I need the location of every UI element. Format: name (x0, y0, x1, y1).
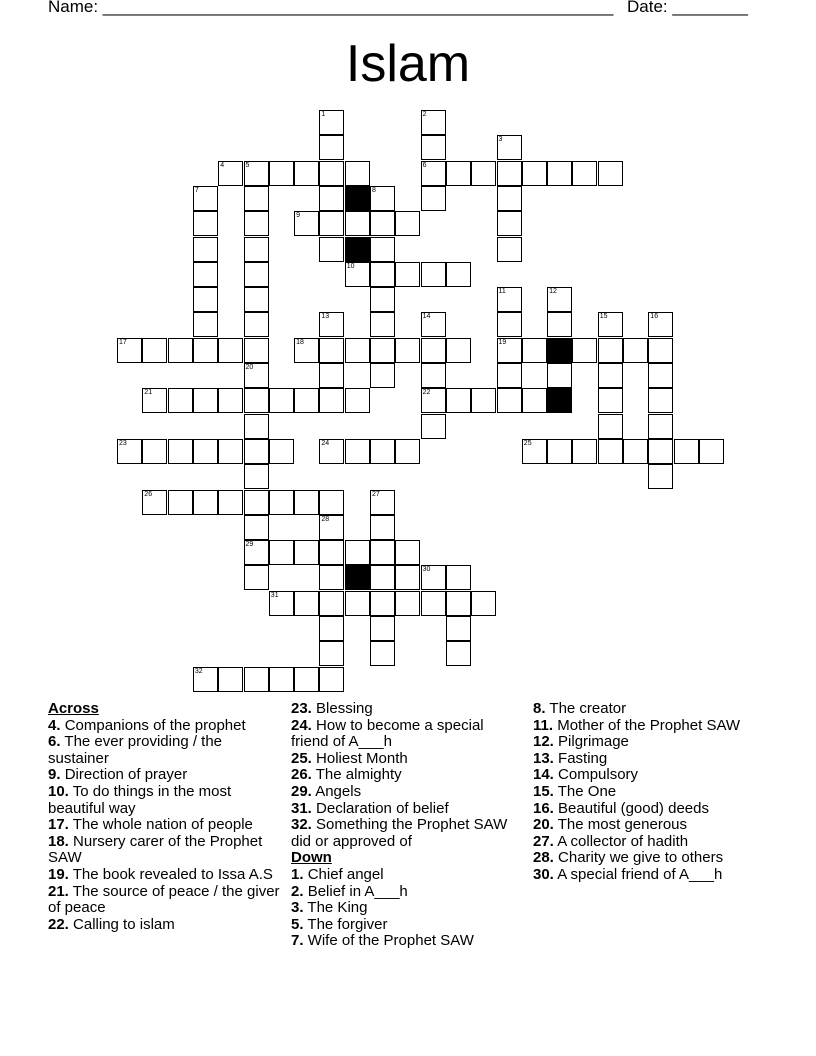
clue-across: 24. How to become a special friend of A___h (291, 716, 484, 751)
grid-cell[interactable] (244, 388, 269, 413)
clue-across: 18. Nursery carer of the Prophet SAW (48, 832, 263, 867)
clue-across: 17. The whole nation of people (48, 816, 253, 834)
grid-cell[interactable] (193, 186, 218, 211)
clue-number: 32 (194, 667, 203, 675)
grid-cell[interactable] (319, 312, 344, 337)
grid-cell[interactable] (244, 490, 269, 515)
grid-cell[interactable] (421, 363, 446, 388)
grid-cell[interactable] (497, 211, 522, 236)
grid-cell[interactable] (547, 312, 572, 337)
grid-cell[interactable] (370, 186, 395, 211)
grid-cell[interactable] (142, 338, 167, 363)
clue-number: 16 (650, 313, 659, 321)
grid-cell[interactable] (319, 591, 344, 616)
grid-cell[interactable] (497, 287, 522, 312)
grid-cell[interactable] (497, 388, 522, 413)
clue-number: 4 (220, 161, 225, 169)
across-heading: Across (48, 700, 99, 717)
grid-cell[interactable] (699, 439, 724, 464)
grid-cell[interactable] (598, 439, 623, 464)
clue-across: 25. Holiest Month (291, 749, 408, 767)
grid-cell[interactable] (319, 211, 344, 236)
grid-cell[interactable] (572, 161, 597, 186)
grid-block (345, 565, 370, 590)
grid-cell[interactable] (370, 237, 395, 262)
clue-down: 8. The creator (533, 700, 627, 717)
grid-cell[interactable] (319, 186, 344, 211)
grid-cell[interactable] (319, 237, 344, 262)
grid-cell[interactable] (168, 490, 193, 515)
grid-cell[interactable] (319, 363, 344, 388)
grid-cell[interactable] (395, 211, 420, 236)
clue-across: 22. Calling to islam (48, 915, 175, 933)
clue-number: 3 (498, 136, 503, 144)
clue-down: 3. The King (291, 899, 368, 917)
clue-number: 10 (346, 262, 355, 270)
grid-cell[interactable] (648, 338, 673, 363)
grid-cell[interactable] (547, 161, 572, 186)
grid-cell[interactable] (648, 464, 673, 489)
grid-cell[interactable] (345, 388, 370, 413)
grid-cell[interactable] (598, 338, 623, 363)
grid-cell[interactable] (421, 110, 446, 135)
clue-across: 26. The almighty (291, 766, 402, 784)
clue-number: 20 (245, 364, 254, 371)
grid-cell[interactable] (319, 161, 344, 186)
grid-cell[interactable] (446, 616, 471, 641)
clues-column-3 (533, 701, 803, 884)
clue-across: 10. To do things in the most beautiful way (48, 782, 232, 817)
grid-cell[interactable] (370, 591, 395, 616)
clue-number: 22 (422, 389, 431, 397)
grid-cell[interactable] (168, 338, 193, 363)
grid-cell[interactable] (193, 211, 218, 236)
clues-column-2 (291, 701, 521, 950)
grid-cell[interactable] (446, 388, 471, 413)
grid-cell[interactable] (269, 388, 294, 413)
grid-cell[interactable] (193, 667, 218, 692)
clue-number: 11 (498, 288, 506, 296)
grid-cell[interactable] (648, 388, 673, 413)
clue-number: 21 (144, 389, 153, 397)
grid-cell[interactable] (244, 186, 269, 211)
grid-cell[interactable] (218, 388, 243, 413)
grid-cell[interactable] (269, 591, 294, 616)
clue-number: 26 (144, 490, 153, 498)
grid-cell[interactable] (370, 338, 395, 363)
grid-cell[interactable] (117, 338, 142, 363)
grid-cell[interactable] (421, 161, 446, 186)
grid-cell[interactable] (497, 186, 522, 211)
grid-cell[interactable] (319, 490, 344, 515)
grid-cell[interactable] (370, 616, 395, 641)
grid-cell[interactable] (244, 439, 269, 464)
grid-cell[interactable] (319, 565, 344, 590)
clue-number: 28 (321, 515, 330, 523)
clue-down: 1. Chief angel (291, 865, 384, 883)
grid-cell[interactable] (522, 338, 547, 363)
clue-number: 2 (422, 111, 427, 118)
grid-cell[interactable] (370, 312, 395, 337)
grid-cell[interactable] (345, 211, 370, 236)
clue-down: 2. Belief in A___h (291, 882, 408, 900)
clue-number: 12 (549, 288, 557, 296)
clues-column-1 (48, 701, 283, 933)
grid-cell[interactable] (497, 338, 522, 363)
grid-cell[interactable] (319, 641, 344, 666)
grid-cell[interactable] (522, 161, 547, 186)
clue-down: 14. Compulsory (533, 766, 639, 784)
grid-cell[interactable] (623, 439, 648, 464)
grid-cell[interactable] (168, 388, 193, 413)
grid-cell[interactable] (370, 515, 395, 540)
grid-cell[interactable] (370, 490, 395, 515)
grid-cell[interactable] (244, 667, 269, 692)
grid-cell[interactable] (345, 262, 370, 287)
grid-cell[interactable] (370, 565, 395, 590)
grid-cell[interactable] (269, 667, 294, 692)
grid-cell[interactable] (244, 515, 269, 540)
clue-across: 4. Companions of the prophet (48, 716, 246, 734)
grid-cell[interactable] (244, 414, 269, 439)
grid-cell[interactable] (421, 338, 446, 363)
grid-cell[interactable] (345, 591, 370, 616)
clue-across: 29. Angels (291, 782, 362, 800)
page-title: Islam (345, 35, 471, 93)
clue-down: 15. The One (533, 782, 617, 800)
date-field-label: Date: ________ (627, 0, 748, 16)
clue-down: 13. Fasting (533, 749, 608, 767)
clue-number: 14 (422, 313, 431, 321)
grid-cell[interactable] (117, 439, 142, 464)
grid-cell[interactable] (319, 667, 344, 692)
grid-cell[interactable] (370, 363, 395, 388)
grid-cell[interactable] (244, 338, 269, 363)
clue-number: 8 (372, 186, 376, 194)
grid-cell[interactable] (370, 211, 395, 236)
clue-number: 6 (422, 161, 427, 169)
clue-down: 7. Wife of the Prophet SAW (291, 932, 474, 950)
grid-cell[interactable] (648, 312, 673, 337)
clue-number: 25 (523, 439, 532, 447)
grid-cell[interactable] (623, 338, 648, 363)
grid-cell[interactable] (446, 338, 471, 363)
grid-cell[interactable] (598, 312, 623, 337)
grid-cell[interactable] (421, 186, 446, 211)
grid-cell[interactable] (319, 540, 344, 565)
clue-across: 32. Something the Prophet SAW did or approved of (291, 816, 508, 850)
name-field-label: Name: ______________________________________________________ (48, 0, 614, 16)
grid-cell[interactable] (598, 363, 623, 388)
grid-cell[interactable] (269, 490, 294, 515)
grid-cell[interactable] (319, 135, 344, 160)
grid-cell[interactable] (522, 388, 547, 413)
grid-cell[interactable] (648, 439, 673, 464)
grid-cell[interactable] (319, 338, 344, 363)
grid-cell[interactable] (572, 338, 597, 363)
grid-cell[interactable] (244, 211, 269, 236)
clue-down: 11. Mother of the Prophet SAW (533, 716, 741, 734)
grid-cell[interactable] (294, 161, 319, 186)
grid-cell[interactable] (319, 515, 344, 540)
grid-cell[interactable] (218, 439, 243, 464)
grid-cell[interactable] (142, 439, 167, 464)
grid-cell[interactable] (421, 262, 446, 287)
clue-number: 9 (296, 212, 300, 220)
clue-down: 27. A collector of hadith (533, 832, 689, 850)
clue-down: 20. The most generous (533, 816, 688, 834)
clue-number: 31 (270, 591, 279, 599)
grid-cell[interactable] (370, 641, 395, 666)
grid-cell[interactable] (395, 262, 420, 287)
grid-cell[interactable] (522, 439, 547, 464)
clue-across: 19. The book revealed to Issa A.S (48, 865, 273, 883)
clue-across: 6. The ever providing / the sustainer (48, 733, 223, 767)
grid-cell[interactable] (294, 338, 319, 363)
grid-cell[interactable] (471, 388, 496, 413)
grid-cell[interactable] (244, 287, 269, 312)
grid-cell[interactable] (572, 439, 597, 464)
grid-cell[interactable] (294, 667, 319, 692)
grid-cell[interactable] (269, 439, 294, 464)
grid-cell[interactable] (471, 591, 496, 616)
grid-cell[interactable] (497, 237, 522, 262)
grid-cell[interactable] (395, 338, 420, 363)
clue-number: 5 (245, 161, 250, 169)
grid-cell[interactable] (395, 565, 420, 590)
grid-cell[interactable] (370, 262, 395, 287)
clue-across: 21. The source of peace / the giver of peace (48, 882, 280, 917)
grid-cell[interactable] (218, 338, 243, 363)
clue-number: 17 (119, 338, 127, 346)
grid-cell[interactable] (244, 565, 269, 590)
down-heading: Down (291, 849, 332, 867)
grid-cell[interactable] (345, 439, 370, 464)
grid-cell[interactable] (598, 388, 623, 413)
grid-block (345, 186, 370, 211)
grid-block (547, 338, 572, 363)
grid-block (547, 388, 572, 413)
grid-cell[interactable] (395, 439, 420, 464)
grid-cell[interactable] (218, 161, 243, 186)
grid-cell[interactable] (421, 135, 446, 160)
grid-cell[interactable] (244, 237, 269, 262)
grid-cell[interactable] (370, 540, 395, 565)
grid-cell[interactable] (168, 439, 193, 464)
clue-number: 19 (498, 338, 507, 346)
clue-number: 30 (422, 566, 431, 574)
grid-cell[interactable] (446, 591, 471, 616)
grid-cell[interactable] (294, 490, 319, 515)
grid-cell[interactable] (142, 388, 167, 413)
clue-down: 16. Beautiful (good) deeds (533, 799, 709, 817)
grid-cell[interactable] (244, 312, 269, 337)
grid-cell[interactable] (370, 287, 395, 312)
grid-cell[interactable] (547, 363, 572, 388)
grid-cell[interactable] (421, 414, 446, 439)
grid-cell[interactable] (648, 363, 673, 388)
grid-cell[interactable] (674, 439, 699, 464)
grid-cell[interactable] (497, 161, 522, 186)
grid-cell[interactable] (421, 591, 446, 616)
grid-cell[interactable] (446, 641, 471, 666)
grid-cell[interactable] (547, 439, 572, 464)
clue-number: 24 (321, 439, 330, 447)
grid-block (345, 237, 370, 262)
clue-across: 31. Declaration of belief (291, 799, 449, 817)
grid-cell[interactable] (269, 540, 294, 565)
grid-cell[interactable] (598, 161, 623, 186)
grid-cell[interactable] (598, 414, 623, 439)
grid-cell[interactable] (345, 338, 370, 363)
grid-cell[interactable] (421, 388, 446, 413)
grid-cell[interactable] (421, 312, 446, 337)
clue-down: 30. A special friend of A___h (533, 865, 723, 883)
grid-cell[interactable] (193, 490, 218, 515)
grid-cell[interactable] (471, 161, 496, 186)
clue-number: 7 (194, 186, 199, 194)
grid-cell[interactable] (345, 540, 370, 565)
clue-number: 18 (296, 338, 304, 346)
grid-cell[interactable] (193, 312, 218, 337)
grid-cell[interactable] (319, 616, 344, 641)
clue-down: 12. Pilgrimage (533, 733, 629, 751)
grid-cell[interactable] (142, 490, 167, 515)
grid-cell[interactable] (193, 262, 218, 287)
clue-down: 28. Charity we give to others (533, 849, 724, 867)
grid-cell[interactable] (370, 439, 395, 464)
clue-number: 13 (321, 313, 330, 321)
grid-cell[interactable] (294, 211, 319, 236)
grid-cell[interactable] (294, 388, 319, 413)
grid-cell[interactable] (497, 312, 522, 337)
grid-cell[interactable] (547, 287, 572, 312)
grid-cell[interactable] (395, 540, 420, 565)
clue-down: 5. The forgiver (291, 915, 388, 933)
grid-cell[interactable] (648, 414, 673, 439)
grid-cell[interactable] (193, 287, 218, 312)
grid-cell[interactable] (446, 161, 471, 186)
grid-cell[interactable] (395, 591, 420, 616)
grid-cell[interactable] (446, 262, 471, 287)
grid-cell[interactable] (244, 363, 269, 388)
grid-cell[interactable] (269, 161, 294, 186)
grid-cell[interactable] (294, 591, 319, 616)
grid-cell[interactable] (244, 262, 269, 287)
grid-cell[interactable] (319, 110, 344, 135)
clue-number: 1 (321, 111, 326, 118)
grid-cell[interactable] (294, 540, 319, 565)
clue-number: 15 (599, 313, 608, 321)
grid-cell[interactable] (218, 667, 243, 692)
grid-cell[interactable] (497, 135, 522, 160)
grid-cell[interactable] (244, 464, 269, 489)
clue-across: 9. Direction of prayer (48, 766, 188, 784)
grid-cell[interactable] (193, 439, 218, 464)
grid-cell[interactable] (345, 161, 370, 186)
clue-across: 23. Blessing (291, 700, 373, 717)
grid-cell[interactable] (218, 490, 243, 515)
clue-number: 23 (119, 439, 127, 447)
grid-cell[interactable] (244, 161, 269, 186)
grid-cell[interactable] (319, 388, 344, 413)
grid-cell[interactable] (319, 439, 344, 464)
clue-number: 27 (372, 490, 380, 498)
grid-cell[interactable] (193, 237, 218, 262)
grid-cell[interactable] (244, 540, 269, 565)
clue-number: 29 (245, 541, 254, 549)
grid-cell[interactable] (193, 388, 218, 413)
grid-cell[interactable] (421, 565, 446, 590)
grid-cell[interactable] (497, 363, 522, 388)
grid-cell[interactable] (446, 565, 471, 590)
grid-cell[interactable] (193, 338, 218, 363)
